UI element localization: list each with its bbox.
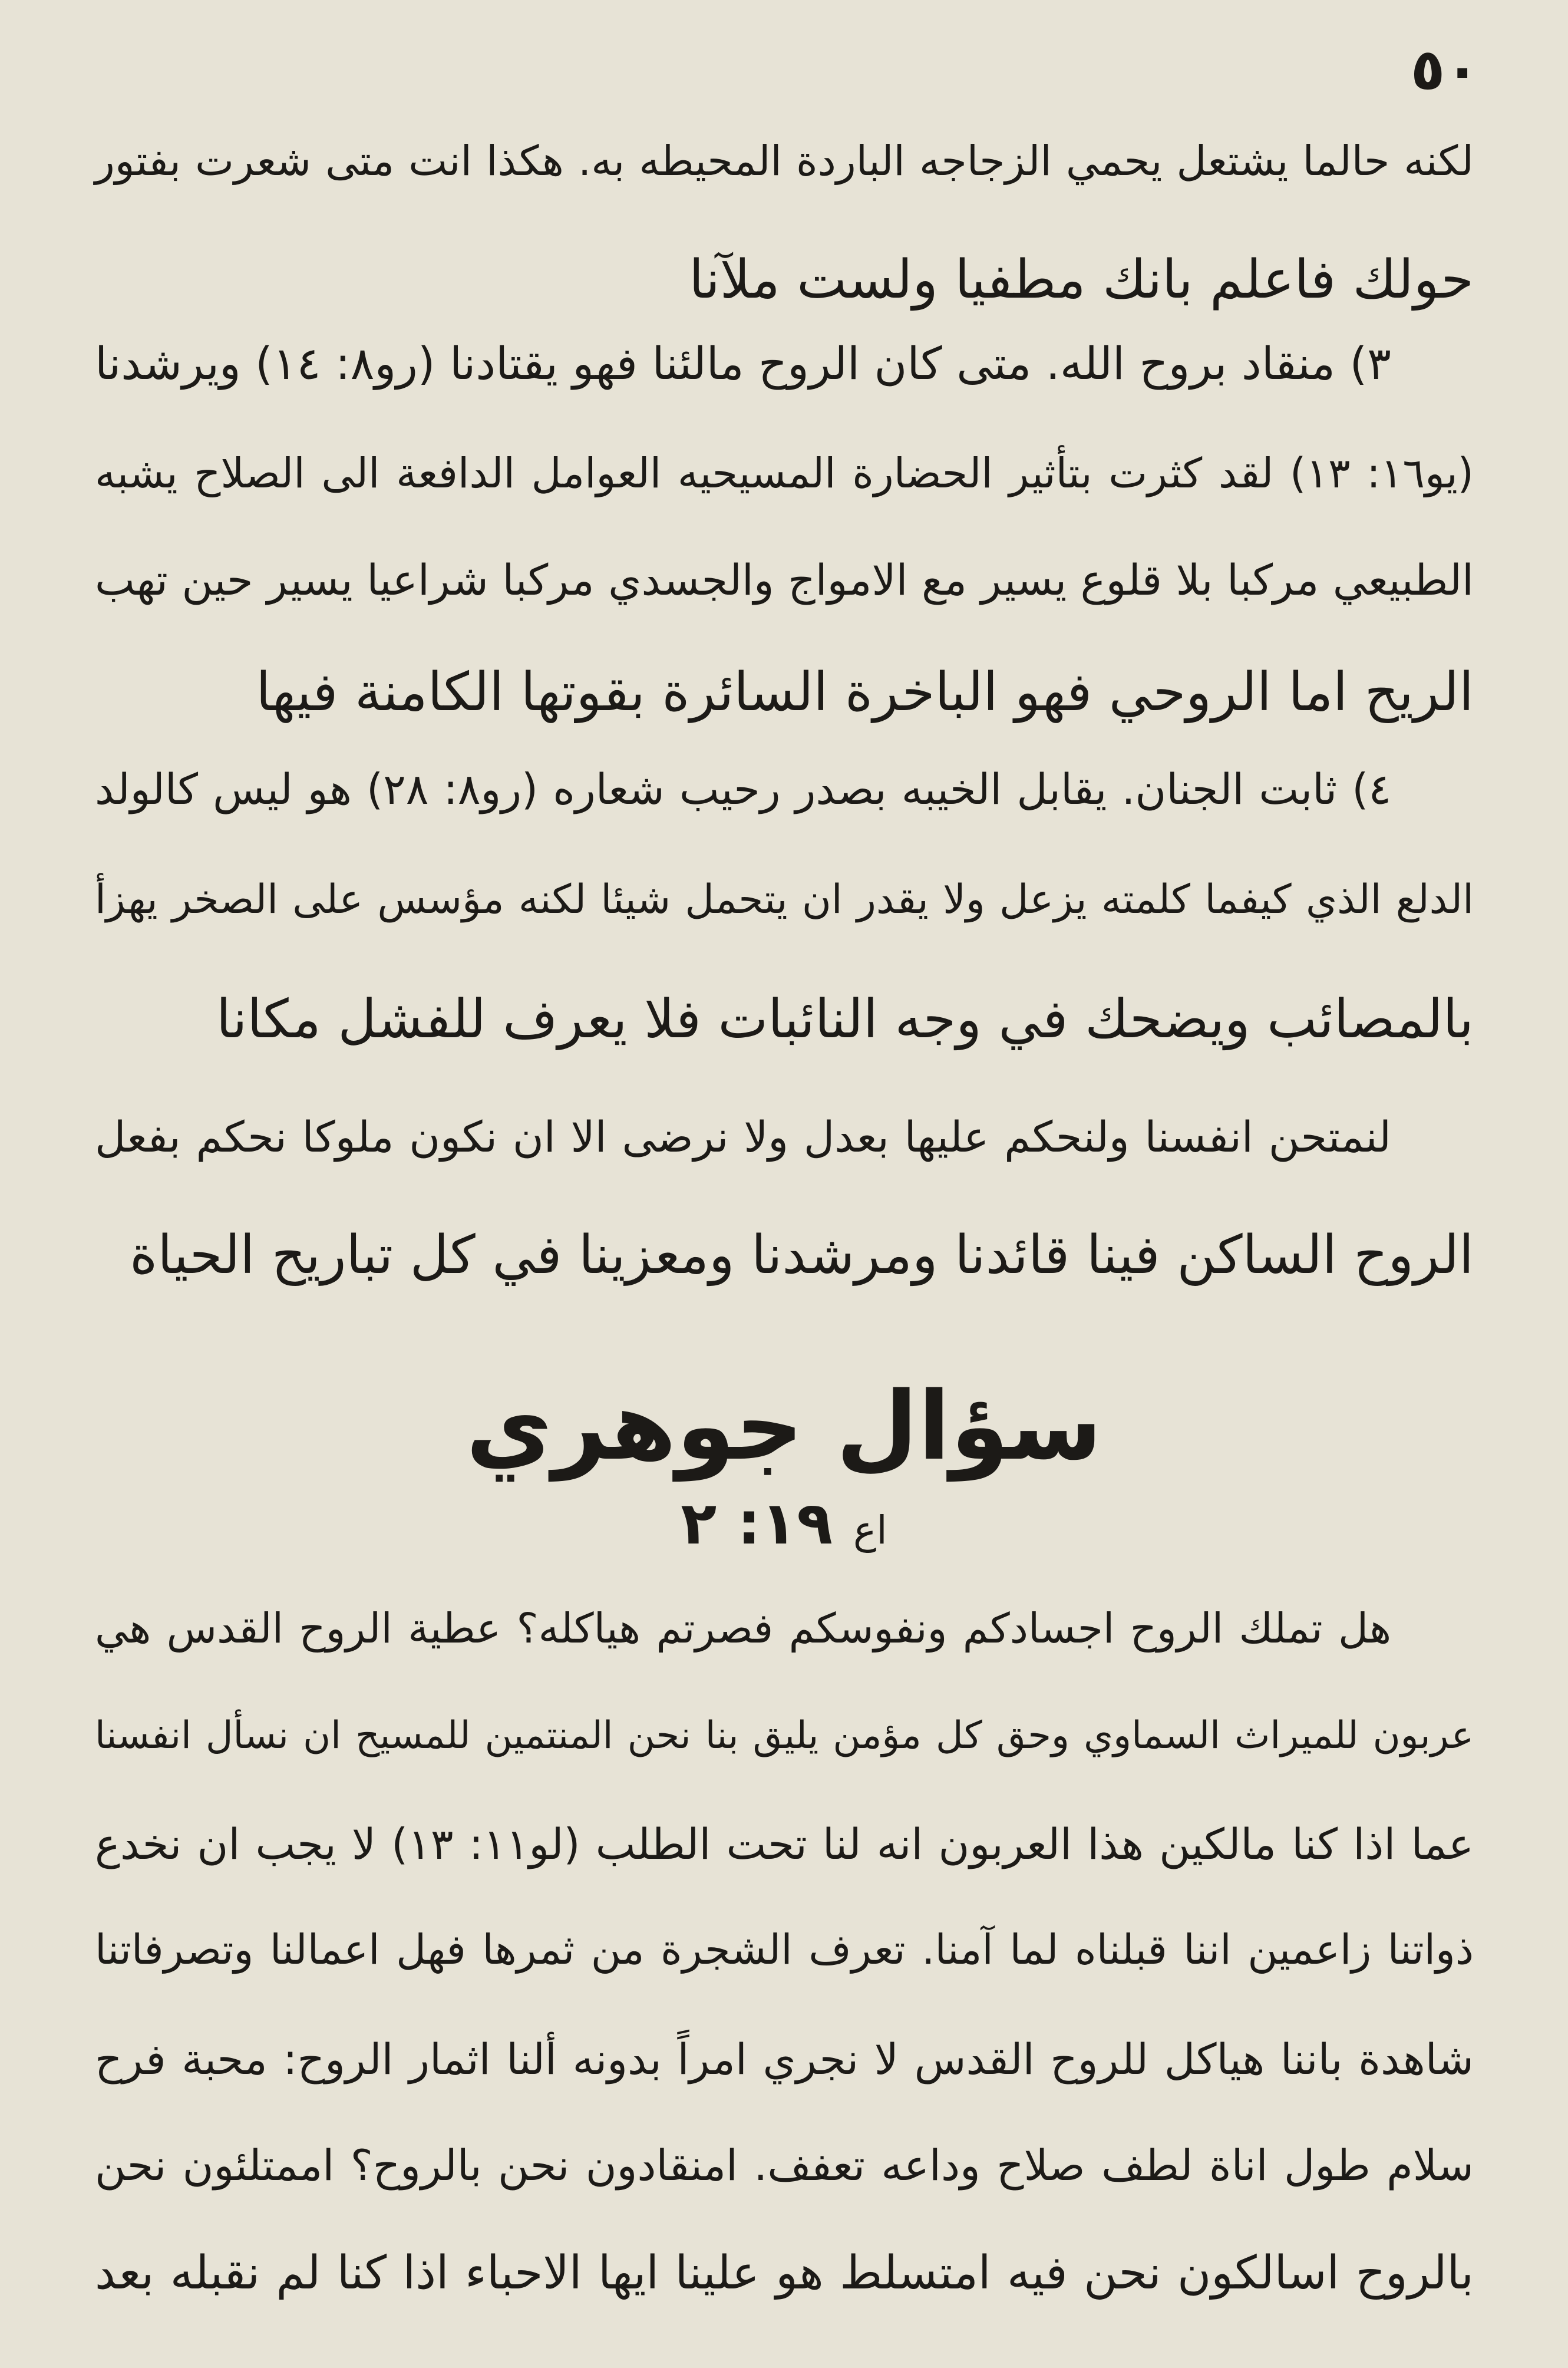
- reference-number: ١٩: ٢: [681, 1489, 833, 1558]
- reference-book: اع: [853, 1508, 887, 1553]
- text-line: الدلع الذي كيفما كلمته يزعل ولا يقدر ان يتحمل شيئا لكنه مؤسس على الصخر يهزأ: [95, 876, 1474, 923]
- text-line: هل تملك الروح اجسادكم ونفوسكم فصرتم هياكله؟ عطية الروح القدس هي: [95, 1604, 1391, 1653]
- page-number: ٥٠: [1410, 37, 1480, 103]
- text-line: لنمتحن انفسنا ولنحكم عليها بعدل ولا نرضى الا ان نكون ملوكا نحكم بفعل: [95, 1112, 1391, 1162]
- text-line: لكنه حالما يشتعل يحمي الزجاجه الباردة المحيطه به. هكذا انت متى شعرت بفتور: [95, 137, 1474, 185]
- text-line: عما اذا كنا مالكين هذا العربون انه لنا تحت الطلب (لو١١: ١٣) لا يجب ان نخدع: [95, 1819, 1474, 1869]
- text-line: عربون للميراث السماوي وحق كل مؤمن يليق بنا نحن المنتمين للمسيح ان نسأل انفسنا: [95, 1714, 1474, 1757]
- text-line: (يو١٦: ١٣) لقد كثرت بتأثير الحضارة المسيحيه العوامل الدافعة الى الصلاح يشبه: [95, 449, 1474, 497]
- text-line: ٣) منقاد بروح الله. متى كان الروح مالئنا فهو يقتادنا (رو٨: ١٤) ويرشدنا: [95, 337, 1391, 390]
- text-line: الطبيعي مركبا بلا قلوع يسير مع الامواج والجسدي مركبا شراعيا يسير حين تهب: [95, 555, 1474, 605]
- text-line: شاهدة باننا هياكل للروح القدس لا نجري امراً بدونه ألنا اثمار الروح: محبة فرح: [95, 2034, 1474, 2084]
- text-line: بالمصائب ويضحك في وجه النائبات فلا يعرف للفشل مكانا: [216, 988, 1474, 1050]
- section-heading: سؤال جوهري: [466, 1371, 1102, 1481]
- text-line: الروح الساكن فينا قائدنا ومرشدنا ومعزينا في كل تباريح الحياة: [130, 1224, 1474, 1286]
- text-line: ذواتنا زاعمين اننا قبلناه لما آمنا. تعرف الشجرة من ثمرها فهل اعمالنا وتصرفاتنا: [95, 1925, 1474, 1974]
- text-line: سلام طول اناة لطف صلاح وداعه تعفف. امنقادون نحن بالروح؟ اممتلئون نحن: [95, 2141, 1474, 2190]
- text-line: حولك فاعلم بانك مطفيا ولست ملآنا: [689, 249, 1474, 311]
- text-line: ٤) ثابت الجنان. يقابل الخيبه بصدر رحيب شعاره (رو٨: ٢٨) هو ليس كالولد: [95, 764, 1392, 814]
- text-line: الريح اما الروحي فهو الباخرة السائرة بقوتها الكامنة فيها: [256, 661, 1474, 723]
- scripture-reference: [0, 1489, 1568, 1558]
- text-line: بالروح اسالكون نحن فيه امتسلط هو علينا ايها الاحباء اذا كنا لم نقبله بعد: [95, 2247, 1474, 2300]
